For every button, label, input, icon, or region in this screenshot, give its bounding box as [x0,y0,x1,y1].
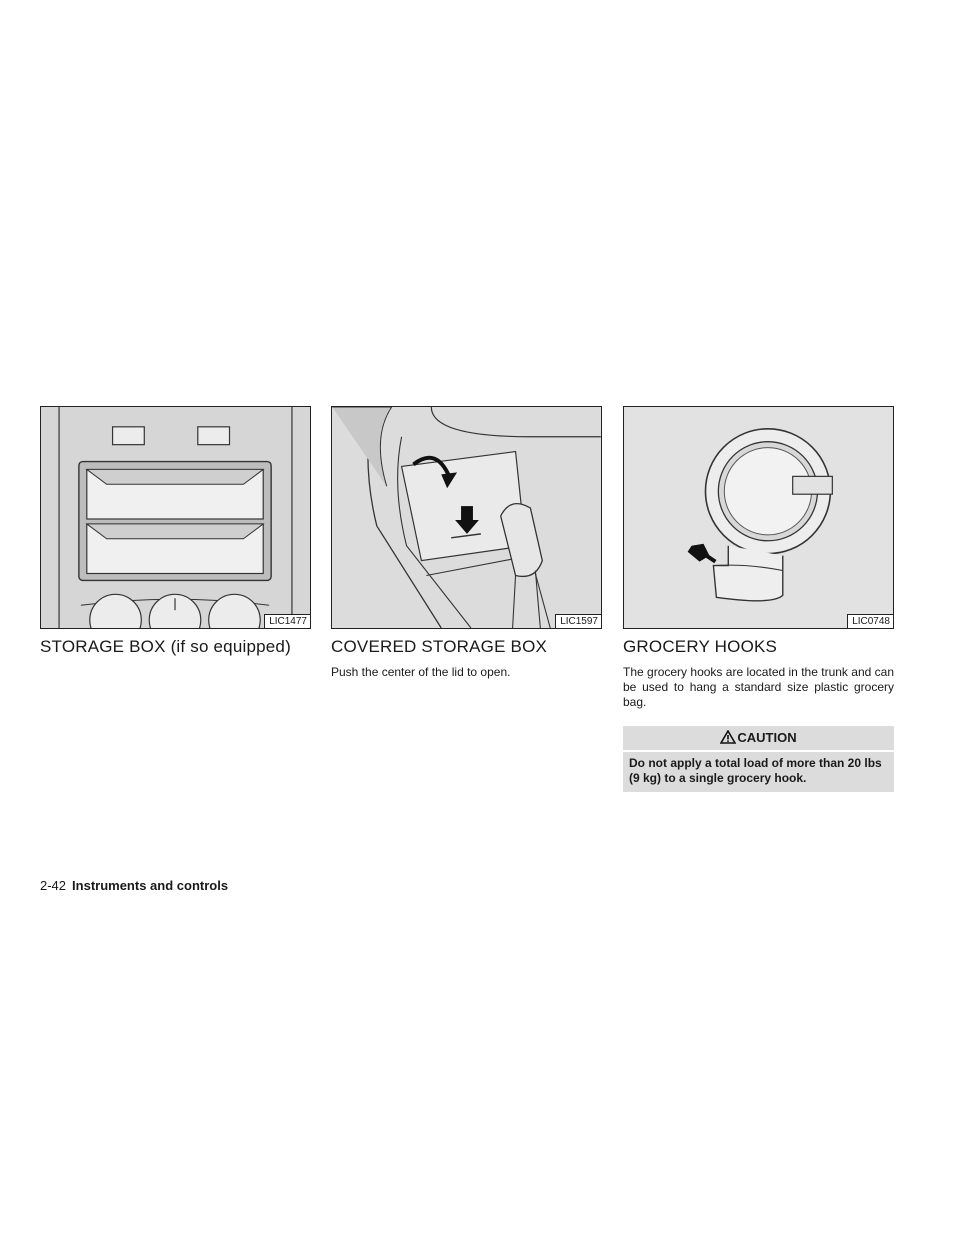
section-body: The grocery hooks are located in the trunk and can be used to hang a standard size plastic grocery bag. [623,665,894,709]
section-heading: GROCERY HOOKS [623,637,778,656]
storage-box-illustration [40,406,311,629]
storage-box-drawing [41,407,310,628]
section-heading: COVERED STORAGE BOX [331,637,548,656]
page-number: 2-42 [40,878,67,893]
section-body: Push the center of the lid to open. [331,665,511,679]
section-title: Instruments and controls [72,878,229,893]
caution-title: CAUTION [737,730,797,745]
figure-code: LIC0748 [847,614,893,628]
caution-box [623,726,894,792]
grocery-hooks-section [623,406,894,792]
page-footer [40,878,228,893]
covered-storage-box-illustration [331,406,602,629]
console-drawing [332,407,601,628]
hook-drawing [624,407,893,628]
storage-box-section [40,406,311,657]
warning-icon [720,730,736,744]
figure-code: LIC1477 [264,614,310,628]
caution-header [623,730,894,752]
covered-storage-box-section [331,406,602,680]
figure-code: LIC1597 [555,614,601,628]
grocery-hook-illustration [623,406,894,629]
section-heading: STORAGE BOX (if so equipped) [40,637,291,656]
caution-text: Do not apply a total load of more than 20 lbs (9 kg) to a single grocery hook. [629,756,882,785]
